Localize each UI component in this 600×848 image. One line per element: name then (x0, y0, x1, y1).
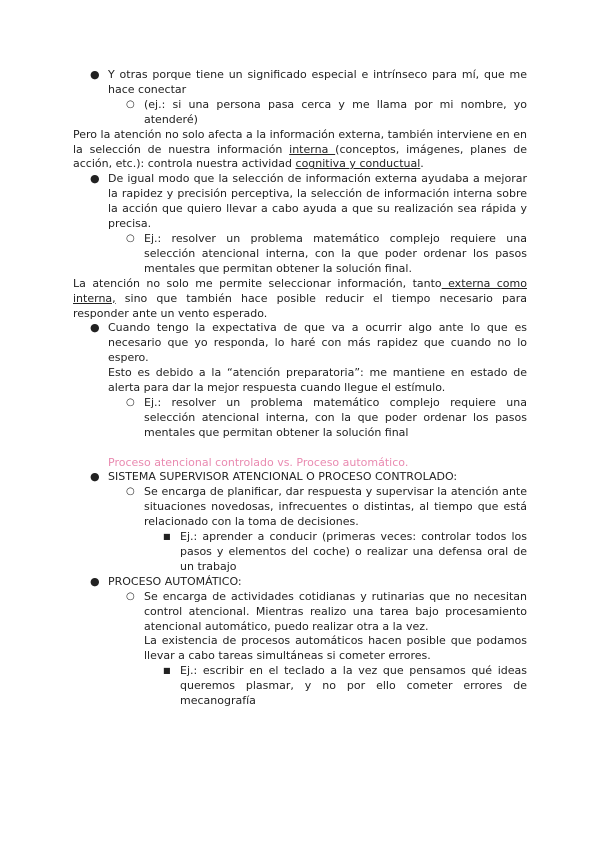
sub-bullet-text: Se encarga de planificar, dar respuesta y supervisar la atención ante situaciones novedosas, infrecuentes o distintas, al tiempo que está relacionado con la toma de decisiones. (144, 485, 527, 529)
document-body (73, 68, 527, 709)
sub-bullet-text: Ej.: resolver un problema matemático complejo requiere una selección atencional interna, con la que poder ordenar los pasos mentales que permitan obtener la solución final. (144, 231, 527, 275)
underlined-text: externa como interna, (73, 276, 527, 305)
bullet-item (90, 574, 527, 590)
square-bullet-icon: ■ (163, 666, 171, 676)
sub-bullet-item (126, 97, 527, 128)
bullet-text: PROCESO AUTOMÁTICO: (108, 574, 242, 588)
circle-bullet-icon: ○ (126, 232, 135, 244)
sub-bullet-text: La existencia de procesos automáticos hacen posible que podamos llevar a cabo tareas simultáneas si cometer errores. (144, 634, 527, 663)
bullet-item (90, 321, 527, 366)
blank-line (73, 441, 527, 456)
circle-bullet-icon: ○ (126, 98, 135, 110)
paragraph-text: Pero la atención no solo afecta a la información externa, también interviene en en la selección de nuestra información (73, 127, 527, 156)
circle-bullet-icon: ○ (126, 486, 135, 498)
sub-bullet-item (126, 395, 527, 441)
circle-bullet-icon: ○ (126, 396, 135, 408)
sub-bullet-text: Se encarga de actividades cotidianas y rutinarias que no necesitan control atencional. Mientras realizo una tarea bajo procesamiento atencional automático, puedo realizar otra a la vez. (144, 589, 527, 633)
paragraph (73, 128, 527, 173)
sub-bullet-continuation (144, 634, 527, 664)
bullet-text: De igual modo que la selección de información externa ayudaba a mejorar la rapidez y precisión perceptiva, la selección de información interna sobre la acción que quiero llevar a cabo ayuda a que su realización sea rápida y precisa. (108, 172, 527, 231)
circle-bullet-icon: ○ (126, 590, 135, 602)
sub-sub-bullet-item (163, 664, 527, 709)
sub-sub-bullet-item (163, 530, 527, 575)
underlined-text: conductual (359, 157, 421, 171)
bullet-text: Cuando tengo la expectativa de que va a ocurrir algo ante lo que es necesario que yo responda, lo haré con más rapidez que cuando no lo espero. (108, 321, 527, 365)
bullet-item (90, 68, 527, 98)
underlined-text: interna (289, 142, 336, 156)
paragraph-text: . (420, 157, 424, 171)
bullet-text: Esto es debido a la “atención preparatoria”: me mantiene en estado de alerta para dar la mejor respuesta cuando llegue el estímulo. (108, 366, 527, 395)
sub-bullet-text: Ej.: resolver un problema matemático complejo requiere una selección atencional interna, con la que poder ordenar los pasos mentales que permitan obtener la solución final (144, 395, 527, 439)
paragraph (73, 277, 527, 322)
paragraph-text: (conceptos, imágenes, planes de acción, etc.): controla nuestra actividad (73, 142, 528, 171)
bullet-item (90, 172, 527, 232)
bullet-text: SISTEMA SUPERVISOR ATENCIONAL O PROCESO CONTROLADO: (108, 470, 458, 484)
disc-bullet-icon: ● (90, 172, 100, 186)
sub-sub-bullet-text: Ej.: aprender a conducir (primeras veces: controlar todos los pasos y elementos del coche) o realizar una defensa oral de un trabajo (180, 530, 527, 573)
sub-bullet-item (126, 485, 527, 530)
sub-bullet-item (126, 589, 527, 635)
disc-bullet-icon: ● (90, 68, 100, 81)
underlined-text: cognitiva (295, 157, 350, 171)
square-bullet-icon: ■ (163, 532, 171, 542)
bullet-text: Y otras porque tiene un significado especial e intrínseco para mí, que me hace conectar (108, 68, 527, 96)
bullet-item (90, 470, 527, 485)
paragraph-text: La atención no solo me permite seleccionar información, tanto (73, 276, 442, 290)
paragraph-text: sino que también hace posible reducir el tiempo necesario para responder ante un vento esperado. (73, 291, 527, 320)
bullet-continuation (108, 366, 527, 396)
heading-text: Proceso atencional controlado vs. Proceso automático. (108, 455, 409, 469)
sub-bullet-item (126, 231, 527, 277)
disc-bullet-icon: ● (90, 321, 100, 335)
paragraph-text: y (349, 157, 360, 171)
section-heading (108, 456, 527, 471)
sub-sub-bullet-text: Ej.: escribir en el teclado a la vez que pensamos qué ideas queremos plasmar, y no por ello cometer errores de mecanografía (180, 664, 527, 708)
disc-bullet-icon: ● (90, 574, 100, 588)
disc-bullet-icon: ● (90, 470, 100, 484)
sub-bullet-text: (ej.: si una persona pasa cerca y me llama por mi nombre, yo atenderé) (144, 97, 527, 126)
